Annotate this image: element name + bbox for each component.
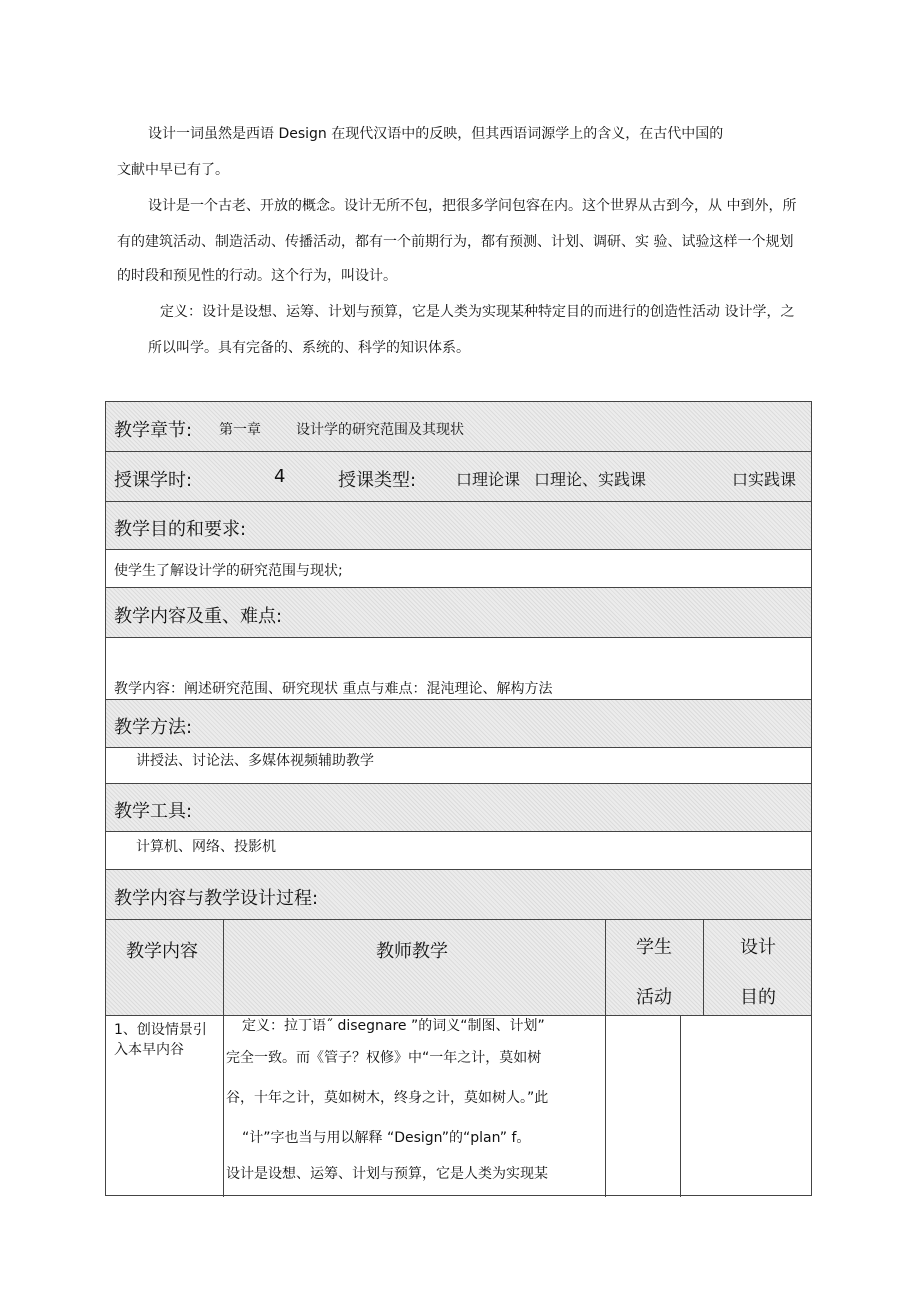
chapter-title: 设计学的研究范围及其现状 — [296, 422, 464, 438]
chapter-row — [106, 402, 811, 452]
content-text: 教学内容：阐述研究范围、研究现状 重点与难点：混沌理论、解构方法 — [114, 681, 553, 697]
row1-teacher-line-3: 谷，十年之计，莫如树木，终身之计，莫如树人。”此 — [226, 1090, 549, 1106]
col-divider-1 — [223, 920, 224, 1197]
row1-teacher-line-5: 设计是设想、运筹、计划与预算，它是人类为实现某 — [226, 1166, 548, 1182]
intro-line-2: 文献中早已有了。 — [117, 162, 229, 178]
intro-line-6: 定义：设计是设想、运筹、计划与预算，它是人类为实现某种特定目的而进行的创造性活动 设计学，之 — [160, 304, 795, 320]
header-purpose-1: 设计 — [740, 937, 776, 958]
hours-value: 4 — [274, 466, 286, 487]
goal-header-row — [106, 502, 811, 550]
col-divider-3b — [680, 1016, 681, 1197]
intro-line-5: 的时段和预见性的行动。这个行为，叫设计。 — [117, 268, 397, 284]
table-header-row — [106, 920, 811, 1016]
content-header-row — [106, 588, 811, 638]
col-divider-3a — [703, 920, 704, 1016]
header-teacher: 教师教学 — [376, 941, 448, 962]
intro-line-1: 设计一词虽然是西语 Design 在现代汉语中的反映，但其西语词源学上的含义，在古代中国的 — [148, 126, 724, 142]
row1-teacher-line-4: “计”字也当与用以解释 “Design”的“plan” f。 — [242, 1130, 531, 1146]
header-content: 教学内容 — [126, 941, 198, 962]
chapter-number: 第一章 — [219, 422, 261, 438]
tools-content-row — [106, 832, 811, 870]
row1-teacher-line-2: 完全一致。而《管子？权修》中“一年之计，莫如树 — [226, 1050, 542, 1066]
intro-line-3: 设计是一个古老、开放的概念。设计无所不包，把很多学问包容在内。这个世界从古到今，从 中到外，所 — [148, 198, 797, 214]
row1-content: 1、创设情景引 入本早内谷 — [114, 1022, 207, 1058]
goal-content-row — [106, 550, 811, 588]
header-student-1: 学生 — [636, 937, 672, 958]
method-header-row — [106, 700, 811, 748]
hours-label: 授课学时: — [114, 470, 193, 491]
content-label: 教学内容及重、难点: — [114, 606, 283, 627]
tools-header-row — [106, 784, 811, 832]
method-content-row — [106, 748, 811, 784]
method-label: 教学方法: — [114, 717, 193, 738]
content-text-row — [106, 638, 811, 700]
chapter-label: 教学章节: — [114, 420, 193, 441]
header-purpose-2: 目的 — [740, 987, 776, 1008]
hours-row — [106, 452, 811, 502]
process-header-row — [106, 870, 811, 920]
col-divider-2 — [605, 920, 606, 1197]
type-option-theory[interactable]: 口理论课 — [456, 470, 521, 489]
row1-teacher-line-1: 定义：拉丁语˝ disegnare ”的词义“制图、计划” — [242, 1018, 545, 1034]
lesson-plan-form — [105, 401, 812, 1196]
type-option-theory-practice[interactable]: 口理论、实践课 — [534, 470, 647, 489]
header-student-2: 活动 — [636, 987, 672, 1008]
tools-label: 教学工具: — [114, 801, 193, 822]
intro-line-7: 所以叫学。具有完备的、系统的、科学的知识体系。 — [148, 340, 470, 356]
tools-text: 计算机、网络、投影机 — [136, 839, 276, 855]
method-text: 讲授法、讨论法、多媒体视频辅助教学 — [136, 753, 374, 769]
goal-label: 教学目的和要求: — [114, 519, 247, 540]
goal-text: 使学生了解设计学的研究范围与现状; — [114, 563, 343, 579]
intro-line-4: 有的建筑活动、制造活动、传播活动，都有一个前期行为，都有预测、计划、调研、实 验、试验这样一个规划 — [117, 234, 794, 250]
process-label: 教学内容与教学设计过程: — [114, 888, 319, 909]
class-type-label: 授课类型: — [338, 470, 417, 491]
type-option-practice[interactable]: 口实践课 — [732, 470, 797, 489]
